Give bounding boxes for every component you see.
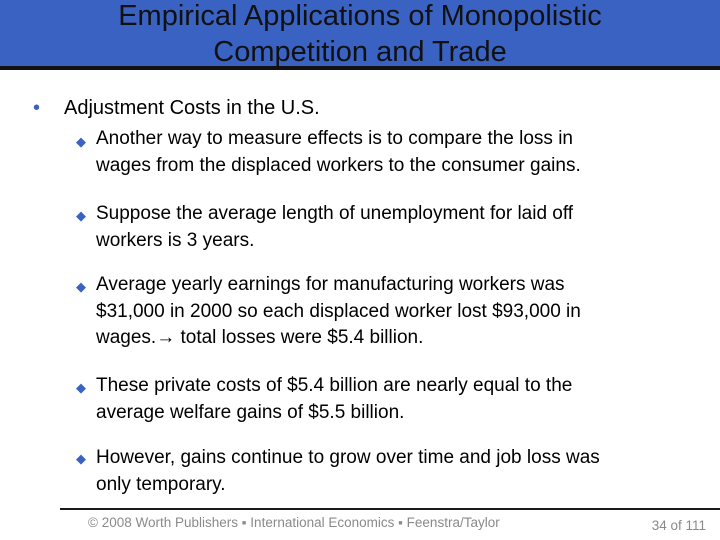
slide-title-line-1: Empirical Applications of Monopolistic [118, 0, 602, 32]
sub-bullet-line: These private costs of $5.4 billion are nearly equal to the [96, 375, 573, 396]
sub-bullet-line: wages.→ total losses were $5.4 billion. [96, 327, 424, 348]
sub-bullet-line: $31,000 in 2000 so each displaced worker lost $93,000 in [96, 300, 581, 322]
sub-bullet-2 [96, 201, 706, 254]
diamond-bullet-icon: ◆ [76, 279, 86, 294]
sub-bullet-line: Average yearly earnings for manufacturing workers was [96, 274, 565, 295]
sub-bullet-1 [96, 126, 706, 179]
sub-bullet-4 [96, 373, 706, 426]
sub-bullet-3 [96, 272, 706, 352]
footer-divider [60, 508, 720, 510]
sub-bullet-5 [96, 445, 706, 498]
sub-bullet-line: wages from the displaced workers to the consumer gains. [96, 154, 581, 176]
slide-title-line-2: Competition and Trade [213, 36, 507, 68]
footer-credit: © 2008 Worth Publishers ▪ International Economics ▪ Feenstra/Taylor [88, 515, 500, 530]
title-bar [0, 0, 720, 70]
sub-bullet-line: Suppose the average length of unemployment for laid off [96, 203, 574, 224]
bullet-dot-icon: • [33, 97, 41, 119]
main-bullet-text: Adjustment Costs in the U.S. [64, 97, 320, 119]
page-number: 34 of 111 [651, 518, 706, 533]
sub-bullet-line: workers is 3 years. [96, 229, 255, 251]
sub-bullet-line: average welfare gains of $5.5 billion. [96, 401, 405, 423]
sub-bullet-line: Another way to measure effects is to compare the loss in [96, 128, 573, 149]
diamond-bullet-icon: ◆ [76, 134, 86, 149]
diamond-bullet-icon: ◆ [76, 380, 86, 395]
sub-bullet-line: only temporary. [96, 473, 226, 495]
diamond-bullet-icon: ◆ [76, 208, 86, 223]
sub-bullet-line: However, gains continue to grow over time and job loss was [96, 447, 600, 468]
diamond-bullet-icon: ◆ [76, 451, 86, 466]
